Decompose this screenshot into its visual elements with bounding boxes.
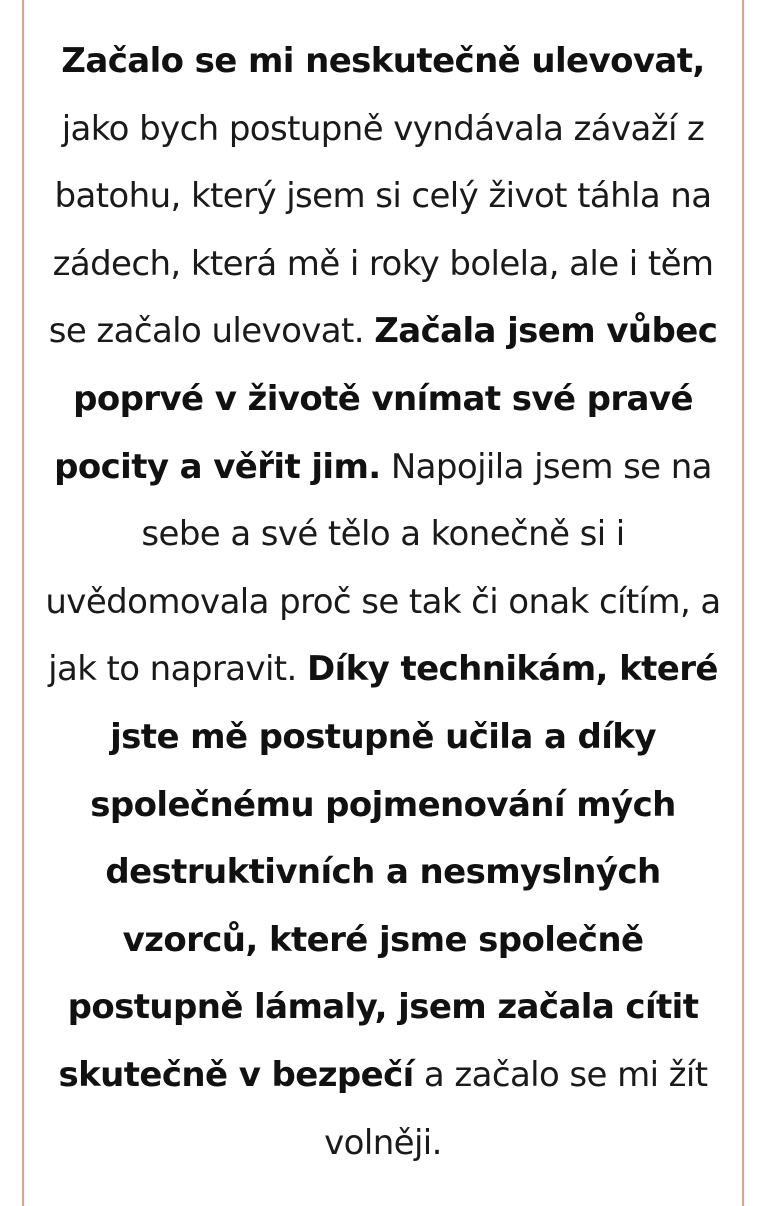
testimonial-bold-segment-5: Díky technikám, které jste mě postupně učila a díky společnému pojmenování mých destruktivních a nesmyslných vzorců, které jsme společně postupně lámaly, jsem začala cítit skutečně v bezpečí [58, 649, 718, 1095]
testimonial-card [22, 0, 744, 1206]
testimonial-segment-4: Napojila jsem se na sebe a své tělo a konečně si i uvědomovala proč se tak či onak cítím, a jak to napravit. [45, 446, 721, 690]
testimonial-segment-6: a začalo se mi žít volněji. [324, 1054, 708, 1163]
testimonial-bold-segment-1: Začalo se mi neskutečně ulevovat, [61, 41, 705, 81]
testimonial-text [24, 28, 742, 1177]
testimonial-segment-2: jako bych postupně vyndávala závaží z batohu, který jsem si celý život táhla na zádech, která mě i roky bolela, ale i těm se začalo ulevovat. [48, 108, 714, 352]
testimonial-bold-segment-3: Začala jsem vůbec poprvé v životě vnímat své pravé pocity a věřit jim. [54, 311, 718, 487]
